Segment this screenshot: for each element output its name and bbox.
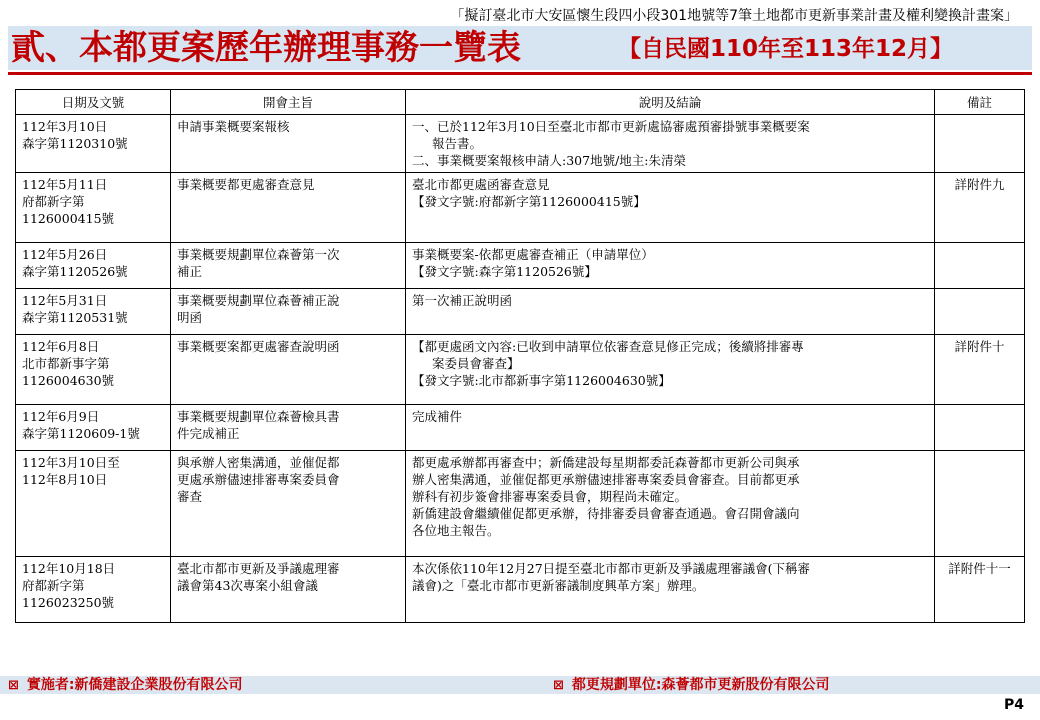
column-header-subject: 開會主旨 bbox=[171, 90, 406, 115]
date-cell bbox=[16, 243, 171, 289]
details-line: 辦人密集溝通，並催促都更承辦儘速排審專案委員會審查。目前都更承 bbox=[412, 472, 800, 487]
subject-cell bbox=[171, 557, 406, 623]
notes-cell bbox=[935, 557, 1025, 623]
page-heading bbox=[8, 26, 1032, 70]
page-heading-date-range: 【自民國110年至113年12月】 bbox=[618, 36, 954, 62]
column-header-details: 說明及結論 bbox=[406, 90, 935, 115]
footer-planner bbox=[553, 676, 829, 694]
date-cell bbox=[16, 173, 171, 243]
date-line: 112年5月31日 bbox=[22, 293, 108, 308]
details-line: 新僑建設會繼續催促都更承辦，待排審委員會審查通過。會召開會議向 bbox=[412, 506, 800, 521]
planner-label: 都更規劃單位:森薈都市更新股份有限公司 bbox=[571, 677, 830, 693]
date-cell bbox=[16, 115, 171, 173]
details-line: 本次係依110年12月27日提至臺北市都市更新及爭議處理審議會(下稱審 bbox=[412, 561, 811, 576]
page-number: P4 bbox=[1003, 697, 1024, 713]
table-row bbox=[16, 405, 1025, 451]
date-line: 1126004630號 bbox=[22, 373, 115, 388]
subject-line: 件完成補正 bbox=[177, 426, 240, 441]
date-line: 北市都新事字第 bbox=[22, 356, 110, 371]
details-line: 【發文字號:森字第1120526號】 bbox=[412, 264, 597, 279]
subject-line: 事業概要規劃單位森薈檢具書 bbox=[177, 409, 340, 424]
table-row bbox=[16, 557, 1025, 623]
date-line: 112年6月9日 bbox=[22, 409, 100, 424]
details-cell bbox=[406, 335, 935, 405]
date-cell bbox=[16, 405, 171, 451]
checkbox-x-icon: ⊠ bbox=[553, 678, 564, 693]
subject-cell bbox=[171, 243, 406, 289]
date-line: 112年5月26日 bbox=[22, 247, 108, 262]
date-line: 1126023250號 bbox=[22, 595, 115, 610]
subject-line: 更處承辦儘速排審專案委員會 bbox=[177, 472, 340, 487]
subject-cell bbox=[171, 405, 406, 451]
notes-cell bbox=[935, 289, 1025, 335]
subject-line: 審查 bbox=[177, 489, 203, 504]
records-body bbox=[16, 115, 1025, 623]
date-cell bbox=[16, 289, 171, 335]
date-line: 森字第1120310號 bbox=[22, 136, 128, 151]
date-line: 森字第1120609-1號 bbox=[22, 426, 140, 441]
table-row bbox=[16, 115, 1025, 173]
subject-line: 明函 bbox=[177, 310, 203, 325]
notes-cell bbox=[935, 115, 1025, 173]
details-cell bbox=[406, 451, 935, 557]
date-cell bbox=[16, 451, 171, 557]
date-line: 森字第1120526號 bbox=[22, 264, 128, 279]
records-table bbox=[15, 89, 1025, 623]
implementer-label: 實施者:新僑建設企業股份有限公司 bbox=[26, 677, 243, 693]
details-cell bbox=[406, 289, 935, 335]
details-line: 辦科有初步簽會排審專案委員會，期程尚未確定。 bbox=[412, 489, 688, 504]
project-title: 「擬訂臺北市大安區懷生段四小段301地號等7筆土地都市更新事業計畫及權利變換計畫案」 bbox=[450, 8, 1018, 24]
date-line: 1126000415號 bbox=[22, 211, 115, 226]
date-line: 112年8月10日 bbox=[22, 472, 108, 487]
subject-cell bbox=[171, 451, 406, 557]
details-line: 完成補件 bbox=[412, 409, 463, 424]
subject-line: 申請事業概要案報核 bbox=[177, 119, 290, 134]
date-line: 府都新字第 bbox=[22, 578, 85, 593]
subject-line: 臺北市都市更新及爭議處理審 bbox=[177, 561, 340, 576]
date-cell bbox=[16, 335, 171, 405]
table-row bbox=[16, 243, 1025, 289]
subject-line: 補正 bbox=[177, 264, 203, 279]
date-line: 112年10月18日 bbox=[22, 561, 116, 576]
details-line: 案委員會審查】 bbox=[432, 356, 520, 371]
note-text: 詳附件十一 bbox=[948, 561, 1011, 576]
column-header-date: 日期及文號 bbox=[16, 90, 171, 115]
table-row bbox=[16, 335, 1025, 405]
subject-line: 與承辦人密集溝通，並催促都 bbox=[177, 455, 340, 470]
notes-cell bbox=[935, 451, 1025, 557]
details-line: 臺北市都更處函審查意見 bbox=[412, 177, 550, 192]
subject-cell bbox=[171, 335, 406, 405]
notes-cell bbox=[935, 405, 1025, 451]
note-text: 詳附件九 bbox=[954, 177, 1005, 192]
details-line: 【都更處函文內容:已收到申請單位依審查意見修正完成；後續將排審專 bbox=[412, 339, 804, 354]
details-line: 【發文字號:府都新字第1126000415號】 bbox=[412, 194, 646, 209]
details-cell bbox=[406, 115, 935, 173]
table-header-row bbox=[16, 90, 1025, 115]
date-line: 森字第1120531號 bbox=[22, 310, 128, 325]
subject-line: 事業概要案都更處審查說明函 bbox=[177, 339, 340, 354]
date-cell bbox=[16, 557, 171, 623]
details-line: 都更處承辦都再審查中；新僑建設每星期都委託森薈都市更新公司與承 bbox=[412, 455, 800, 470]
date-line: 112年3月10日 bbox=[22, 119, 108, 134]
date-line: 府都新字第 bbox=[22, 194, 85, 209]
details-cell bbox=[406, 557, 935, 623]
details-line: 事業概要案-依都更處審查補正（申請單位） bbox=[412, 247, 654, 262]
date-line: 112年3月10日至 bbox=[22, 455, 120, 470]
details-line: 議會)之「臺北市都市更新審議制度興革方案」辦理。 bbox=[412, 578, 705, 593]
notes-cell bbox=[935, 173, 1025, 243]
subject-line: 議會第43次專案小組會議 bbox=[177, 578, 318, 593]
notes-cell bbox=[935, 243, 1025, 289]
heading-divider bbox=[8, 72, 1032, 75]
details-line: 第一次補正說明函 bbox=[412, 293, 513, 308]
date-line: 112年5月11日 bbox=[22, 177, 108, 192]
table-row bbox=[16, 451, 1025, 557]
date-line: 112年6月8日 bbox=[22, 339, 100, 354]
notes-cell bbox=[935, 335, 1025, 405]
details-line: 報告書。 bbox=[432, 136, 483, 151]
subject-line: 事業概要規劃單位森薈補正說 bbox=[177, 293, 340, 308]
subject-cell bbox=[171, 289, 406, 335]
table-row bbox=[16, 173, 1025, 243]
subject-line: 事業概要都更處審查意見 bbox=[177, 177, 315, 192]
note-text: 詳附件十 bbox=[954, 339, 1005, 354]
subject-cell bbox=[171, 115, 406, 173]
details-line: 各位地主報告。 bbox=[412, 523, 500, 538]
details-cell bbox=[406, 243, 935, 289]
details-line: 一、已於112年3月10日至臺北市都市更新處協審處預審掛號事業概要案 bbox=[412, 119, 810, 134]
details-cell bbox=[406, 173, 935, 243]
footer-implementer bbox=[8, 676, 242, 694]
subject-cell bbox=[171, 173, 406, 243]
column-header-notes: 備註 bbox=[935, 90, 1025, 115]
details-cell bbox=[406, 405, 935, 451]
details-line: 【發文字號:北市都新事字第1126004630號】 bbox=[412, 373, 671, 388]
checkbox-x-icon: ⊠ bbox=[8, 678, 19, 693]
page-heading-main: 貳、本都更案歷年辦理事務一覽表 bbox=[11, 28, 521, 68]
table-row bbox=[16, 289, 1025, 335]
details-line: 二、事業概要案報核申請人:307地號/地主:朱清榮 bbox=[412, 153, 686, 168]
subject-line: 事業概要規劃單位森薈第一次 bbox=[177, 247, 340, 262]
